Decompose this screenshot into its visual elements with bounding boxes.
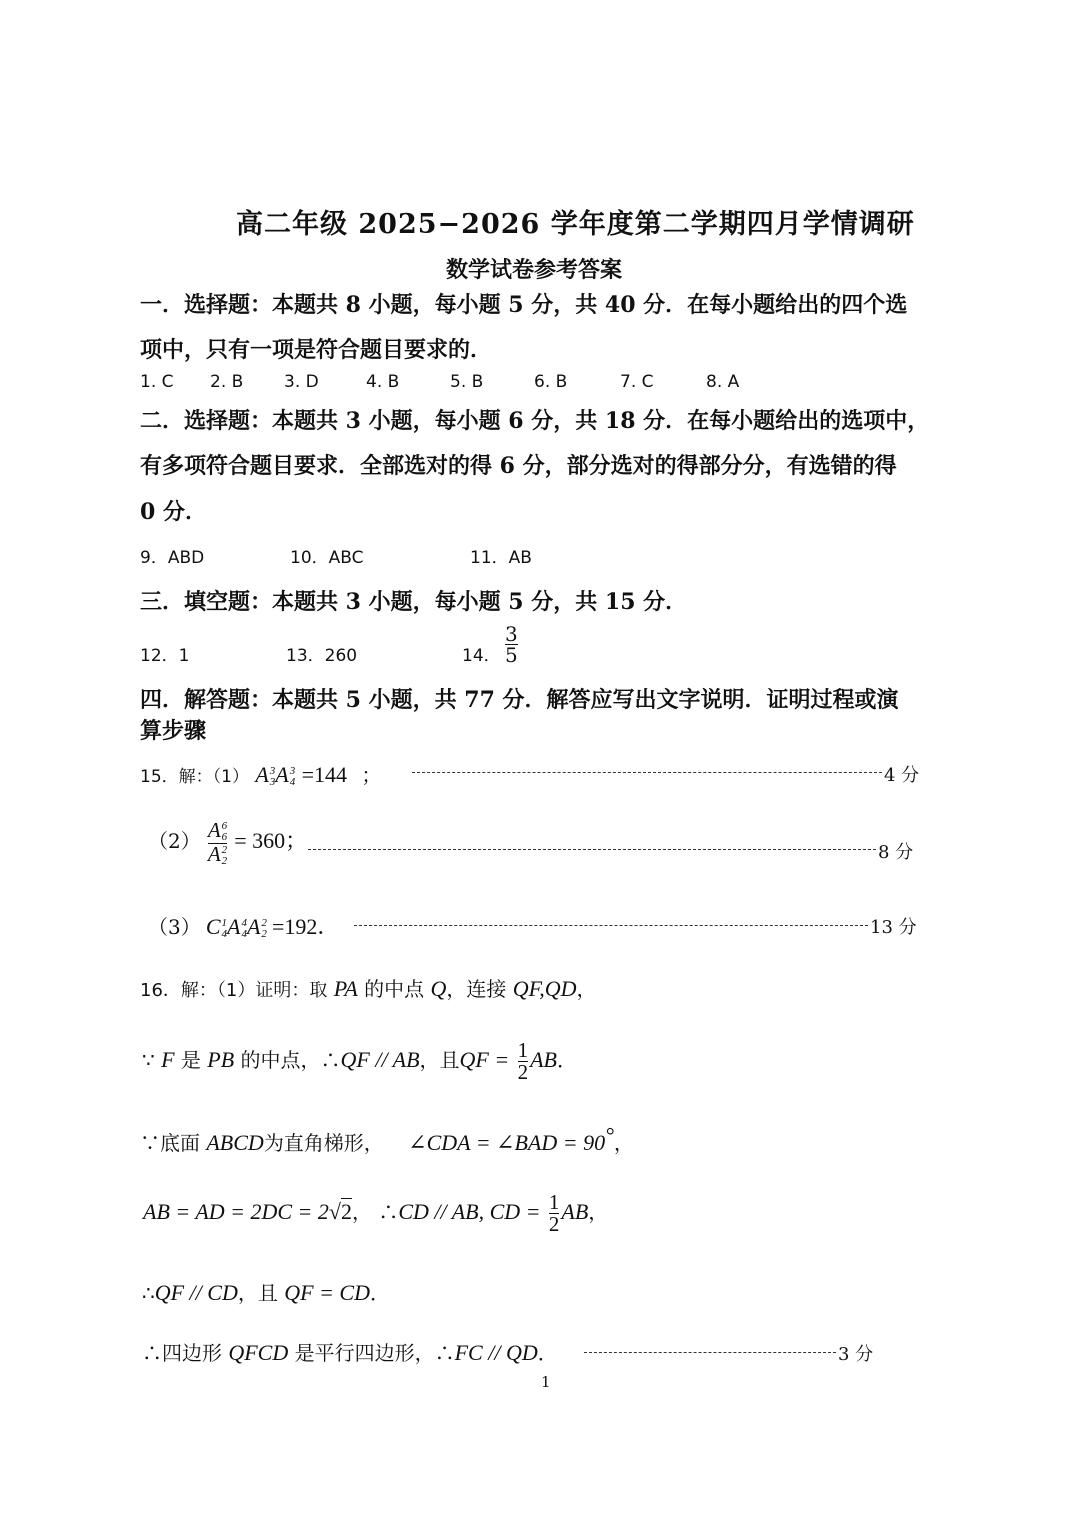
q16-line4-sep: ， [351, 1200, 372, 1224]
q16-label: 16．解：（1）证明：取 [140, 980, 328, 1001]
q16-line1 [140, 973, 597, 1002]
q16-line4 [143, 1192, 608, 1235]
q15-p2-value: = 360； [234, 828, 308, 854]
sqrt-radicand: 2 [340, 1199, 352, 1224]
q16-cd-ab: CD // AB, CD = [398, 1199, 541, 1224]
q15-part1 [140, 759, 381, 788]
q16-line5-end: ． [369, 1281, 390, 1305]
q16-line2 [142, 1040, 577, 1083]
q16-half-fraction [518, 1040, 529, 1083]
section2-heading-line2: 有多项符合题目要求．全部选对的得 6 分，部分选对的得部分分，有选错的得 [140, 453, 897, 479]
q16-f: F [161, 1047, 175, 1072]
q16-line3 [140, 1122, 634, 1156]
section1-heading-line1: 一．选择题：本题共 8 小题，每小题 5 分，共 40 分．在每小题给出的四个选 [140, 292, 908, 318]
q15-p2-score: 8 分 [878, 842, 914, 863]
half-numerator: 1 [517, 1038, 529, 1062]
q14-fraction [503, 624, 520, 665]
degree-symbol: ° [605, 1122, 614, 1148]
section3-heading: 三．填空题：本题共 3 小题，每小题 5 分，共 15 分． [140, 589, 688, 615]
q16-parallel-qf-ab: QF // AB [340, 1047, 420, 1072]
q16-and-text: ，且 [237, 1281, 278, 1305]
section1-answer: 8. A [706, 372, 740, 392]
section1-answer: 5. B [450, 372, 484, 392]
section2-answer: 10．ABC [290, 548, 364, 568]
q15-p3-score: 13 分 [870, 917, 917, 938]
therefore-symbol: ∴ [320, 1048, 341, 1072]
q15-p3-leader [354, 925, 868, 926]
therefore-symbol: ∴ [378, 1200, 399, 1224]
q15-p1-score: 4 分 [884, 765, 920, 786]
section1-answer: 6. B [534, 372, 568, 392]
q16-half-fraction-2 [549, 1192, 560, 1235]
q16-base-text: ∵底面 [140, 1131, 200, 1155]
q15-part3 [148, 910, 339, 941]
half-denominator: 2 [548, 1212, 560, 1236]
q15-label: 15．解：（1） [140, 767, 249, 787]
q15-p2-denominator: A 2 2 [207, 842, 228, 868]
q15-p1-value: =144 [301, 762, 347, 787]
q16-line6-end: ． [537, 1341, 558, 1365]
q15-p1-leader [412, 772, 882, 773]
section2-heading-line3: 0 分． [140, 499, 207, 525]
half-numerator: 1 [548, 1190, 560, 1214]
q16-line6-leader [584, 1352, 836, 1353]
q16-qfcd: QFCD [228, 1340, 289, 1365]
section1-answer: 3. D [284, 372, 319, 392]
q16-ab: AB [561, 1199, 589, 1224]
q15-part2 [148, 820, 307, 867]
q16-qf-eq: QF = [459, 1047, 510, 1072]
page-number: 1 [541, 1373, 551, 1391]
q15-p1-formula: A 3 3 A 3 4 [255, 762, 296, 788]
q14-numerator: 3 [505, 622, 518, 646]
q15-p3-label: （3） [148, 915, 201, 939]
q16-line5 [142, 1277, 390, 1306]
q16-and-text: ，且 [419, 1048, 460, 1072]
section4-heading-line1: 四．解答题：本题共 5 小题，共 77 分．解答应写出文字说明．证明过程或演 [140, 687, 899, 713]
therefore-symbol: ∴ [142, 1281, 155, 1305]
q16-line2-end: ． [556, 1048, 577, 1072]
q16-angle-eq: ∠CDA = ∠BAD = 90 [408, 1130, 606, 1155]
section2-answer: 11．AB [470, 548, 532, 568]
page-subtitle: 数学试卷参考答案 [446, 257, 623, 283]
q16-qf-qd: QF,QD [512, 976, 577, 1001]
section4-heading-line2: 算步骤 [140, 718, 207, 744]
q16-quad-text: ∴四边形 [142, 1341, 222, 1365]
q16-parallelogram-text: 是平行四边形， [294, 1341, 435, 1365]
q16-pa: PA [333, 976, 358, 1001]
q15-p2-label: （2） [148, 829, 201, 854]
section1-answer: 2. B [210, 372, 244, 392]
q16-line1-end: ， [576, 977, 597, 1001]
q16-midpoint-text: 的中点， [240, 1048, 321, 1072]
because-symbol: ∵ [142, 1048, 155, 1072]
q16-qf-cd-parallel: QF // CD [154, 1280, 238, 1305]
page-title: 高二年级 2025−2026 学年度第二学期四月学情调研 [236, 209, 915, 240]
q16-is-text: 是 [180, 1048, 201, 1072]
q16-abcd: ABCD [206, 1130, 264, 1155]
q16-connect-text: ，连接 [446, 977, 507, 1001]
q16-pb: PB [207, 1047, 235, 1072]
q15-p2-numerator: A 6 6 [207, 818, 228, 844]
q14-denominator: 5 [505, 643, 518, 667]
q16-qf-cd-eq: QF = CD [284, 1280, 370, 1305]
q15-p3-value: =192． [272, 914, 340, 939]
q16-midpoint-text: 的中点 [364, 977, 425, 1001]
q15-p2-fraction [208, 820, 227, 867]
q16-line4-end: ， [588, 1200, 609, 1224]
section1-answer: 7. C [620, 372, 654, 392]
section3-answer: 12．1 [140, 646, 190, 666]
section3-answer: 13．260 [286, 646, 358, 666]
q16-fc-qd: FC // QD [454, 1340, 538, 1365]
section2-answer: 9．ABD [140, 548, 205, 568]
q16-q: Q [430, 976, 447, 1001]
therefore-symbol: ∴ [434, 1341, 455, 1365]
section1-answer: 4. B [366, 372, 400, 392]
q16-score: 3 分 [838, 1344, 874, 1365]
section1-heading-line2: 项中，只有一项是符合题目要求的． [140, 337, 493, 363]
q15-p2-leader [308, 849, 876, 850]
sqrt-symbol: √2 [328, 1199, 352, 1224]
q16-trapezoid-text: 为直角梯形， [263, 1131, 384, 1155]
half-denominator: 2 [517, 1060, 529, 1084]
q15-p3-formula: C 1 4 A 4 4 A 2 2 [205, 914, 267, 940]
q16-length-eq: AB = AD = 2DC = 2 [143, 1199, 329, 1224]
section1-answer: 1. C [140, 372, 174, 392]
q15-p1-sep: ； [361, 763, 382, 787]
section2-heading-line1: 二．选择题：本题共 3 小题，每小题 6 分，共 18 分．在每小题给出的选项中， [140, 408, 930, 434]
q16-line6 [142, 1337, 558, 1366]
q16-ab: AB [530, 1047, 557, 1072]
q16-line3-end: ， [613, 1131, 634, 1155]
section3-answer: 14． [462, 646, 501, 666]
